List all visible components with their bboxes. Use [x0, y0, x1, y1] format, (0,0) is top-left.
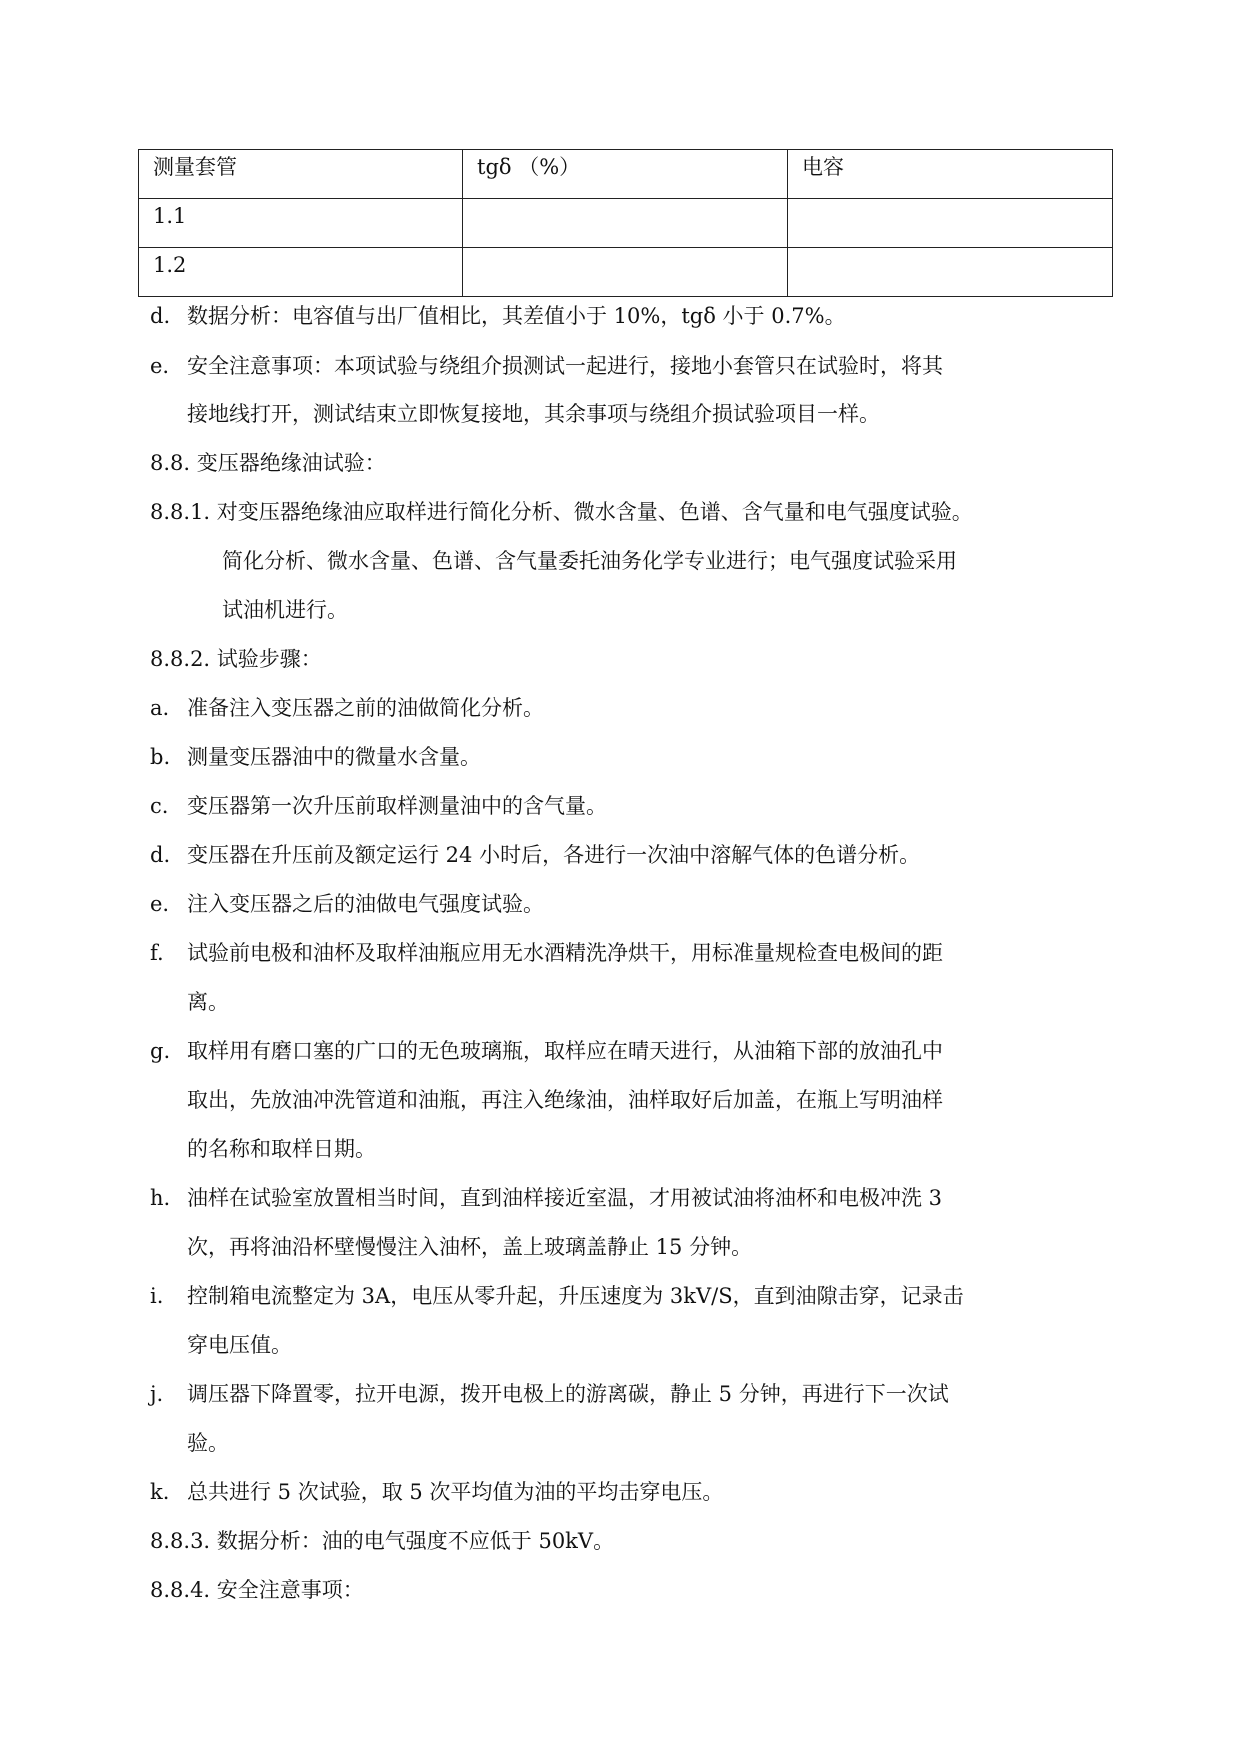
paragraph-line: 变压器在升压前及额定运行 24 小时后，各进行一次油中溶解气体的色谱分析。 [187, 843, 921, 867]
list-marker: f. [150, 941, 164, 965]
list-marker: e. [150, 892, 170, 916]
paragraph-line: 取样用有磨口塞的广口的无色玻璃瓶，取样应在晴天进行，从油箱下部的放油孔中 [187, 1039, 943, 1063]
section-heading: 8.8. 变压器绝缘油试验： [150, 451, 386, 475]
list-marker: d. [150, 304, 171, 328]
table-cell [788, 199, 1113, 248]
paragraph-line: 调压器下降置零，拉开电源，拨开电极上的游离碳，静止 5 分钟，再进行下一次试 [187, 1382, 949, 1406]
paragraph-line: 8.8.3. 数据分析：油的电气强度不应低于 50kV。 [150, 1529, 615, 1553]
paragraph-line: 离。 [187, 990, 229, 1014]
table-row [139, 248, 1113, 297]
list-marker: e. [150, 354, 170, 378]
list-marker: j. [150, 1382, 164, 1406]
table-cell: 1.1 [139, 199, 463, 248]
paragraph-line: 8.8.1. 对变压器绝缘油应取样进行简化分析、微水含量、色谱、含气量和电气强度试验。 [150, 500, 973, 524]
paragraph-line: 测量变压器油中的微量水含量。 [187, 745, 481, 769]
paragraph-line: 穿电压值。 [187, 1333, 292, 1357]
paragraph-line: 数据分析：电容值与出厂值相比，其差值小于 10%，tgδ 小于 0.7%。 [187, 304, 846, 328]
paragraph-line: 油样在试验室放置相当时间，直到油样接近室温，才用被试油将油杯和电极冲洗 3 [187, 1186, 943, 1210]
list-marker: c. [150, 794, 169, 818]
table-header-row [139, 150, 1113, 199]
table-cell [463, 199, 788, 248]
list-marker: d. [150, 843, 171, 867]
table-row [139, 199, 1113, 248]
list-marker: i. [150, 1284, 164, 1308]
paragraph-line: 试验前电极和油杯及取样油瓶应用无水酒精洗净烘干，用标准量规检查电极间的距 [187, 941, 943, 965]
table-header-cell: 测量套管 [139, 150, 463, 199]
paragraph-line: 接地线打开，测试结束立即恢复接地，其余事项与绕组介损试验项目一样。 [187, 402, 880, 426]
paragraph-line: 总共进行 5 次试验，取 5 次平均值为油的平均击穿电压。 [187, 1480, 724, 1504]
paragraph-line: 安全注意事项：本项试验与绕组介损测试一起进行，接地小套管只在试验时，将其 [187, 354, 943, 378]
paragraph-line: 试油机进行。 [222, 598, 348, 622]
table-cell [788, 248, 1113, 297]
list-marker: b. [150, 745, 171, 769]
list-marker: a. [150, 696, 170, 720]
section-heading: 8.8.4. 安全注意事项： [150, 1578, 364, 1602]
paragraph-line: 控制箱电流整定为 3A，电压从零升起，升压速度为 3kV/S，直到油隙击穿，记录击 [187, 1284, 964, 1308]
table-cell: 1.2 [139, 248, 463, 297]
bushing-measurement-table [138, 149, 1113, 297]
table-header-cell: tgδ （%） [463, 150, 788, 199]
list-marker: h. [150, 1186, 171, 1210]
paragraph-line: 验。 [187, 1431, 229, 1455]
section-heading: 8.8.2. 试验步骤： [150, 647, 322, 671]
paragraph-line: 次，再将油沿杯壁慢慢注入油杯，盖上玻璃盖静止 15 分钟。 [187, 1235, 753, 1259]
paragraph-line: 的名称和取样日期。 [187, 1137, 376, 1161]
paragraph-line: 准备注入变压器之前的油做简化分析。 [187, 696, 544, 720]
paragraph-line: 取出，先放油冲洗管道和油瓶，再注入绝缘油，油样取好后加盖，在瓶上写明油样 [187, 1088, 943, 1112]
table-header-cell: 电容 [788, 150, 1113, 199]
list-marker: k. [150, 1480, 170, 1504]
paragraph-line: 注入变压器之后的油做电气强度试验。 [187, 892, 544, 916]
paragraph-line: 变压器第一次升压前取样测量油中的含气量。 [187, 794, 607, 818]
paragraph-line: 简化分析、微水含量、色谱、含气量委托油务化学专业进行；电气强度试验采用 [222, 549, 957, 573]
table-cell [463, 248, 788, 297]
list-marker: g. [150, 1039, 171, 1063]
